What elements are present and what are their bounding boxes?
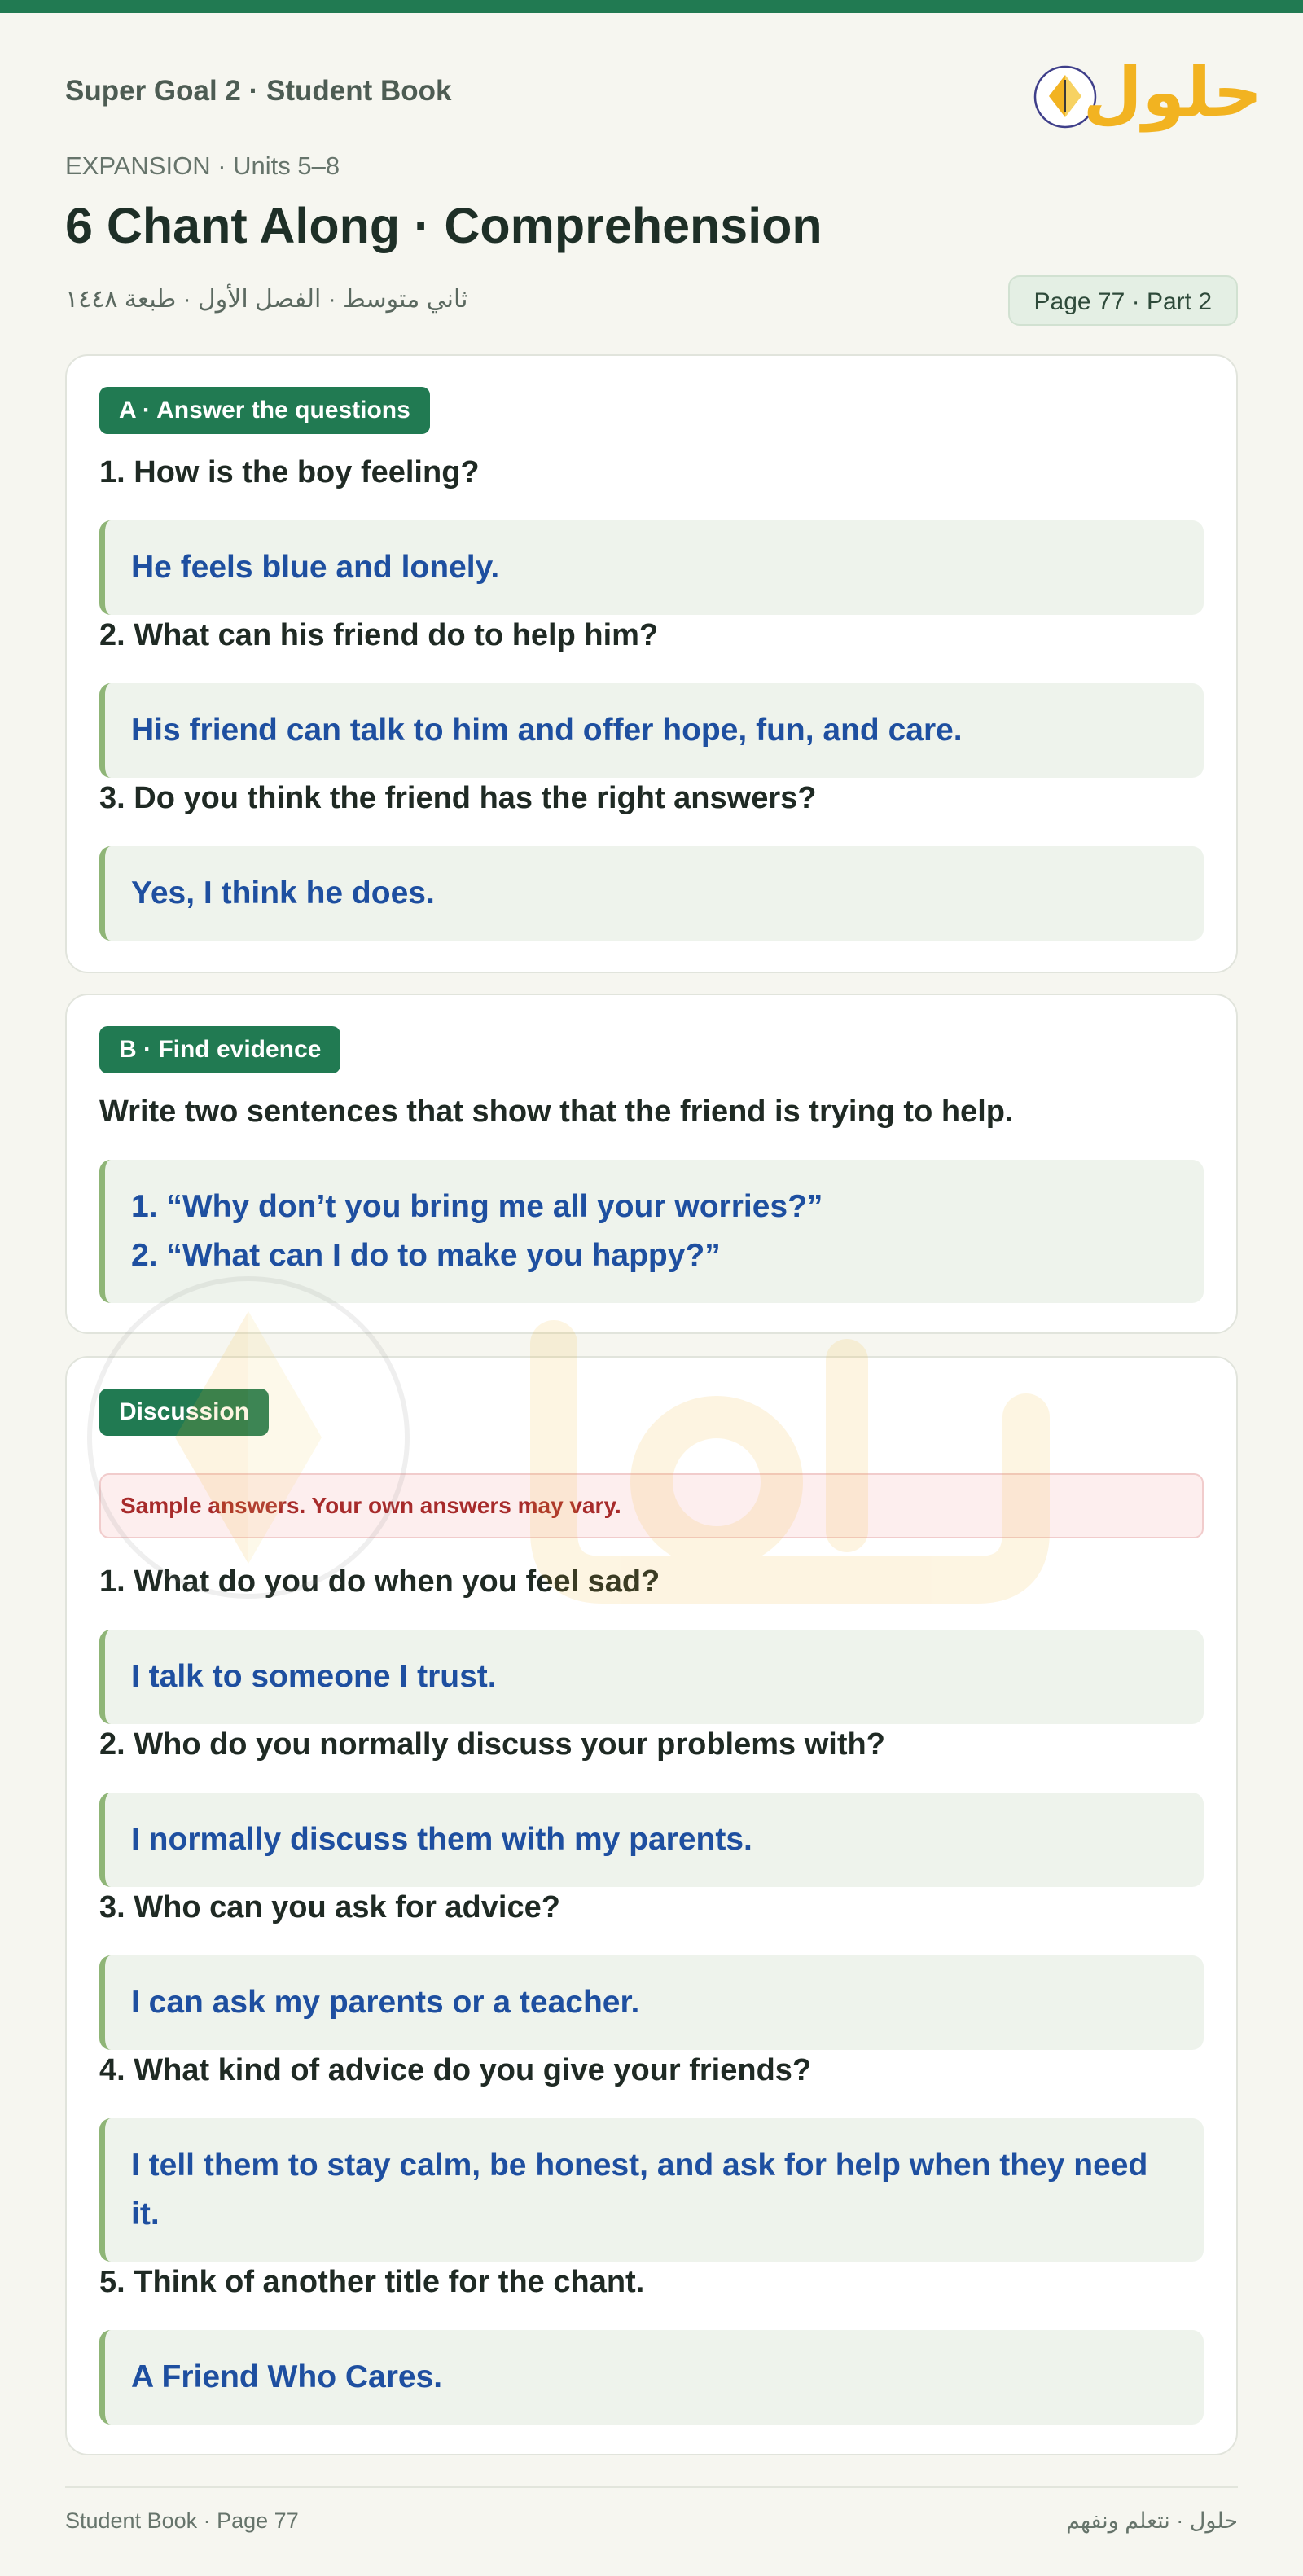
answer-line: I tell them to stay calm, be honest, and ask for help when they need (131, 2148, 1148, 2183)
evidence-prompt: Write two sentences that show that the friend is trying to help. (99, 1095, 1014, 1129)
sample-answers-note: Sample answers. Your own answers may vary. (99, 1473, 1204, 1538)
question-d1: 1. What do you do when you feel sad? (99, 1564, 660, 1599)
evidence-answers (99, 1160, 1204, 1303)
answer-text: A Friend Who Cares. (131, 2359, 443, 2394)
book-title: Super Goal 2 · Student Book (65, 75, 452, 107)
answer-text: I talk to someone I trust. (131, 1659, 497, 1694)
section-a-badge: A · Answer the questions (99, 387, 430, 434)
logo-text: حلول (1082, 52, 1263, 132)
footer-brand-label: حلول · نتعلم ونفهم (1066, 2508, 1238, 2533)
units-label: EXPANSION · Units 5–8 (65, 151, 340, 180)
footer-divider (65, 2486, 1238, 2488)
question-d3: 3. Who can you ask for advice? (99, 1890, 560, 1924)
answer-d4 (99, 2118, 1204, 2262)
page-title: 6 Chant Along · Comprehension (65, 198, 823, 253)
page-pill: Page 77 · Part 2 (1008, 275, 1238, 326)
question-d5: 5. Think of another title for the chant. (99, 2265, 645, 2299)
evidence-sentence: 2. “What can I do to make you happy?” (131, 1238, 721, 1273)
hulul-logo (1024, 47, 1263, 137)
discussion-card (65, 1356, 1238, 2455)
section-b-card (65, 994, 1238, 1334)
section-a-card (65, 354, 1238, 973)
answer-text: I normally discuss them with my parents. (131, 1822, 752, 1857)
grade-label: ثاني متوسط · الفصل الأول · طبعة ١٤٤٨ (65, 286, 468, 313)
answer-text: He feels blue and lonely. (131, 550, 500, 585)
question-d2: 2. Who do you normally discuss your problems with? (99, 1727, 885, 1762)
answer-d5 (99, 2330, 1204, 2425)
section-b-badge: B · Find evidence (99, 1026, 340, 1073)
answer-text: His friend can talk to him and offer hope, fun, and care. (131, 713, 963, 748)
evidence-sentence: 1. “Why don’t you bring me all your worries?” (131, 1189, 823, 1224)
question-a2: 2. What can his friend do to help him? (99, 618, 659, 652)
answer-a3 (99, 846, 1204, 941)
answer-a1 (99, 520, 1204, 615)
answer-text: Yes, I think he does. (131, 875, 435, 911)
answer-d2 (99, 1793, 1204, 1887)
question-a3: 3. Do you think the friend has the right answers? (99, 781, 817, 815)
answer-text: I can ask my parents or a teacher. (131, 1985, 640, 2020)
discussion-badge: Discussion (99, 1389, 269, 1436)
page-header (65, 0, 1263, 342)
question-d4: 4. What kind of advice do you give your friends? (99, 2053, 812, 2087)
answer-d3 (99, 1955, 1204, 2050)
footer-page-label: Student Book · Page 77 (65, 2508, 299, 2533)
answer-d1 (99, 1630, 1204, 1724)
answer-line: it. (131, 2196, 160, 2232)
question-a1: 1. How is the boy feeling? (99, 455, 480, 489)
answer-a2 (99, 683, 1204, 778)
